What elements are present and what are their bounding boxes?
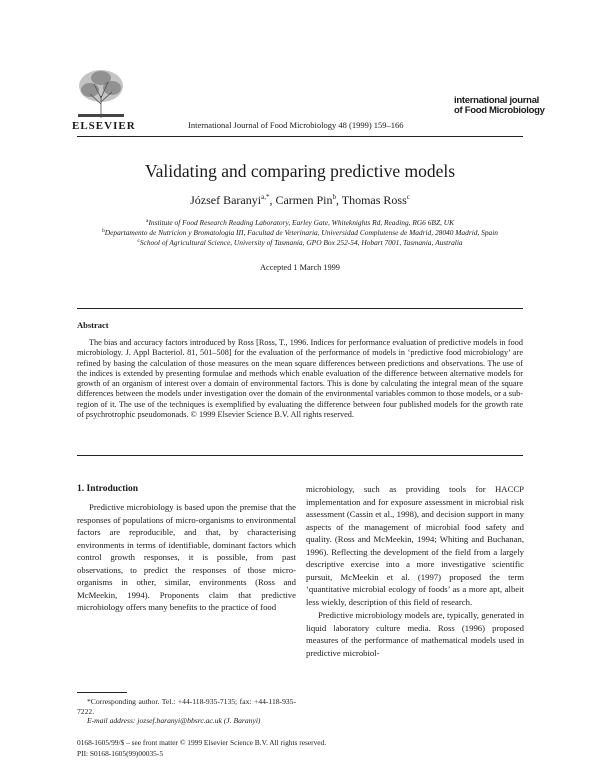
intro-paragraph-right-2: Predictive microbiology models are, typically, generated in liquid laboratory culture media. Ross (1996) proposed measures of the performance of mathematical models used in predictive microbiol- bbox=[306, 610, 524, 658]
accepted-date: Accepted 1 March 1999 bbox=[260, 263, 340, 272]
journal-masthead-line2: of Food Microbiology bbox=[454, 105, 545, 116]
abstract-bottom-rule bbox=[77, 455, 523, 456]
journal-masthead-line1: international journal bbox=[454, 95, 540, 106]
pii-line: PII: S0168-1605(99)00035-5 bbox=[77, 749, 164, 758]
affiliation bbox=[0, 238, 600, 247]
author-separator: , bbox=[269, 193, 276, 207]
section-heading: 1. Introduction bbox=[77, 484, 139, 494]
header-rule bbox=[77, 136, 523, 137]
article-title: Validating and comparing predictive models bbox=[144, 161, 456, 181]
issn-line: 0168-1605/99/$ – see front matter © 1999 Elsevier Science B.V. All rights reserved. bbox=[77, 738, 327, 747]
author-sup: a,* bbox=[261, 193, 270, 201]
abstract-top-rule bbox=[77, 308, 523, 309]
journal-citation: International Journal of Food Microbiology 48 (1999) 159–166 bbox=[188, 120, 404, 130]
author-name: Carmen Pin bbox=[275, 193, 333, 207]
author-sup: b bbox=[332, 193, 336, 201]
affiliation-text: School of Agricultural Science, University of Tasmania, GPO Box 252-54, Hobart 7001, Tasmania, Australia bbox=[139, 238, 463, 247]
affiliation-sup: b bbox=[102, 228, 105, 234]
abstract-heading: Abstract bbox=[77, 320, 109, 330]
affiliation-text: Institute of Food Research Reading Laboratory, Earley Gate, Whiteknights Rd, Reading, RG6 6BZ, UK bbox=[148, 218, 455, 227]
affiliation bbox=[0, 228, 600, 237]
author-sup: c bbox=[406, 193, 410, 201]
publisher-name: ELSEVIER bbox=[72, 120, 136, 132]
author-list bbox=[0, 193, 600, 208]
affiliation-text: Departamento de Nutricion y Bromatologia III, Facultad de Veterinaria, Universidad Complutense de Madrid, 28040 Madrid, Spain bbox=[104, 228, 498, 237]
intro-paragraph-left: Predictive microbiology is based upon the premise that the responses of populations of micro-organisms to environmental factors are reproducible, and that, by characterising environments in terms of identifiable, dominant factors which control growth responses, it is possible, from past observations, to predict the responses of those micro-organisms in other, similar, environments (Ross and McMeekin, 1994). Proponents claim that predictive microbiology offers many benefits to the practice of food bbox=[77, 502, 296, 612]
affiliation bbox=[0, 218, 600, 227]
email-footnote: E-mail address: jozsef.baranyi@bbsrc.ac.uk (J. Baranyi) bbox=[87, 716, 261, 725]
author-separator: , bbox=[335, 193, 342, 207]
intro-column-right bbox=[306, 483, 524, 659]
author-name: József Baranyi bbox=[190, 193, 262, 207]
footnote-rule bbox=[77, 692, 127, 693]
abstract-text: The bias and accuracy factors introduced by Ross [Ross, T., 1996. Indices for performance evaluation of predictive models in food microbiology. J. Appl Bacteriol. 81, 501–508] for the evaluation of the performance of models in ‘predictive food microbiology’ are refined by basing the calculation of those measures on the mean square differences between predictions and observations. The use of the indices is extended by presenting formulae and methods which enable evaluation of the difference between alternative models for growth of an organism of interest over a domain of environmental factors. This is done by calculating the integral mean of the square differences between the models under investigation over the domain of the environmental variables common to those models, or a sub-region of it. The use of the techniques is exemplified by evaluating the difference between four published models for the growth rate of psychrotrophic pseudomonads. © 1999 Elsevier Science B.V. All rights reserved. bbox=[77, 338, 523, 420]
elsevier-tree-logo bbox=[72, 66, 130, 120]
intro-paragraph-right-1: microbiology, such as providing tools for HACCP implementation and for exposure assessment in microbial risk assessment (Cassin et al., 1998), and decision support in many aspects of the management of microbial food safety and quality. (Ross and McMeekin, 1994; Whiting and Buchanan, 1996). Reflecting the development of the field from a largely descriptive exercise into a more investigative scientific pursuit, McMeekin et al. (1997) proposed the term ‘quantitative microbial ecology of foods’ as a more apt, albeit less wiekly, description of this field of research. bbox=[306, 484, 524, 607]
affiliation-sup: a bbox=[145, 218, 149, 224]
author-name: Thomas Ross bbox=[341, 193, 407, 207]
affiliation-sup: c bbox=[137, 238, 140, 244]
journal-masthead bbox=[454, 96, 545, 116]
corresponding-author-footnote: *Corresponding author. Tel.: +44-118-935-7135; fax: +44-118-935-7222. bbox=[77, 697, 296, 716]
